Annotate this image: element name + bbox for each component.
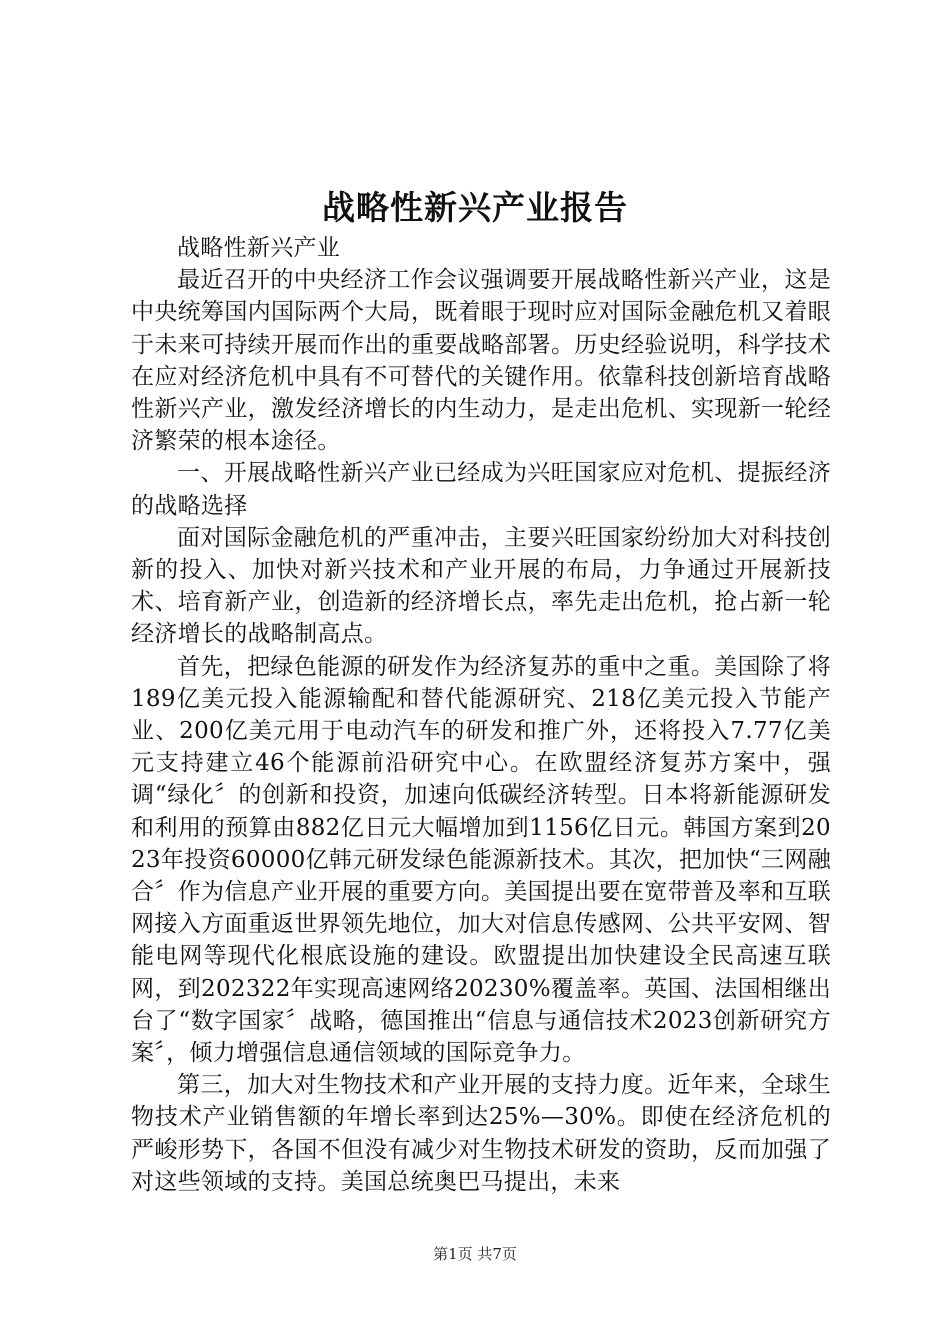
paragraph-subtitle: 战略性新兴产业	[177, 235, 341, 261]
page-footer: 第1页 共7页	[433, 1245, 517, 1263]
document-title: 战略性新兴产业报告	[322, 188, 628, 227]
paragraph-intro: 最近召开的中央经济工作会议强调要开展战略性新兴产业，这是中央统筹国内国际两个大局，既着眼于现时应对国际金融危机又着眼于未来可持续开展而作出的重要战略部署。历史经验说明，科学技术在应对经济危机中具有不可替代的关键作用。依靠科技创新培育战略性新兴产业，激发经济增长的内生动力，是走出危机、实现新一轮经济繁荣的根本途径。	[131, 267, 831, 455]
paragraph-biotech: 第三，加大对生物技术和产业开展的支持力度。近年来，全球生物技术产业销售额的年增长率到达25%—30%。即使在经济危机的严峻形势下，各国不但没有减少对生物技术研发的资助，反而加强了对这些领域的支持。美国总统奥巴马提出，未来	[131, 1072, 831, 1195]
section-heading-1: 一、开展战略性新兴产业已经成为兴旺国家应对危机、提振经济的战略选择	[131, 460, 831, 519]
paragraph-green-energy: 首先，把绿色能源的研发作为经济复苏的重中之重。美国除了将189亿美元投入能源输配和替代能源研究、218亿美元投入节能产业、200亿美元用于电动汽车的研发和推广外，还将投入7.77亿美元支持建立46个能源前沿研究中心。在欧盟经济复苏方案中，强调“绿化〞的创新和投资，加速向低碳经济转型。日本将新能源研发和利用的预算由882亿日元大幅增加到1156亿日元。韩国方案到2023年投资60000亿韩元研发绿色能源新技术。其次，把加快“三网融合〞作为信息产业开展的重要方向。美国提出要在宽带普及率和互联网接入方面重返世界领先地位，加大对信息传感网、公共平安网、智能电网等现代化根底设施的建设。欧盟提出加快建设全民高速互联网，到202322年实现高速网络20230%覆盖率。英国、法国相继出台了“数字国家〞战略，德国推出“信息与通信技术2023创新研究方案〞，倾力增强信息通信领域的国际竞争力。	[131, 653, 831, 1067]
paragraph-crisis-response: 面对国际金融危机的严重冲击，主要兴旺国家纷纷加大对科技创新的投入、加快对新兴技术和产业开展的布局，力争通过开展新技术、培育新产业，创造新的经济增长点，率先走出危机，抢占新一轮经济增长的战略制高点。	[131, 524, 831, 648]
document-body	[131, 232, 831, 1198]
